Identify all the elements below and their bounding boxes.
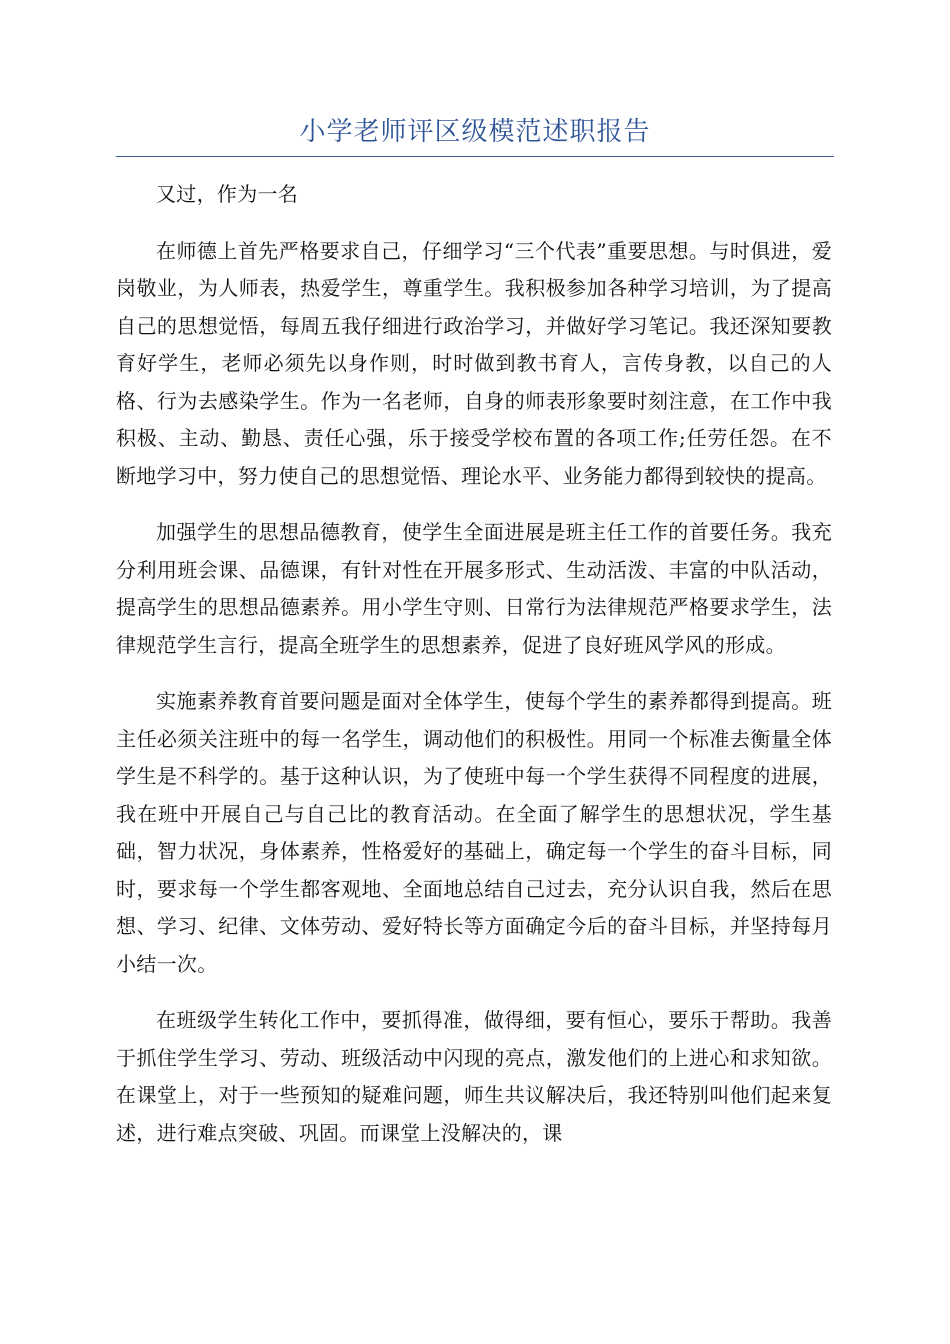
paragraph-2: 在师德上首先严格要求自己，仔细学习“三个代表”重要思想。与时俱进，爱岗敬业，为人师表，热爱学生，尊重学生。我积极参加各种学习培训，为了提高自己的思想觉悟，每周五我仔细进行政治学习，并做好学习笔记。我还深知要教育好学生，老师必须先以身作则，时时做到教书育人，言传身教，以自己的人格、行为去感染学生。作为一名老师，自身的师表形象要时刻注意，在工作中我积极、主动、勤恳、责任心强，乐于接受学校布置的各项工作;任劳任怨。在不断地学习中，努力使自己的思想觉悟、理论水平、业务能力都得到较快的提高。 — [116, 238, 832, 488]
document-title: 小学老师评区级模范述职报告 — [299, 117, 651, 147]
paragraph-4: 实施素养教育首要问题是面对全体学生，使每个学生的素养都得到提高。班主任必须关注班中的每一名学生，调动他们的积极性。用同一个标准去衡量全体学生是不科学的。基于这种认识，为了使班中每一个学生获得不同程度的进展，我在班中开展自己与自己比的教育活动。在全面了解学生的思想状况，学生基础，智力状况，身体素养，性格爱好的基础上，确定每一个学生的奋斗目标，同时，要求每一个学生都客观地、全面地总结自己过去，充分认识自我，然后在思想、学习、纪律、文体劳动、爱好特长等方面确定今后的奋斗目标，并坚持每月小结一次。 — [116, 689, 832, 976]
paragraph-5: 在班级学生转化工作中，要抓得准，做得细，要有恒心，要乐于帮助。我善于抓住学生学习、劳动、班级活动中闪现的亮点，激发他们的上进心和求知欲。在课堂上，对于一些预知的疑难问题，师生共议解决后，我还特别叫他们起来复述，进行难点突破、巩固。而课堂上没解决的，课 — [116, 1008, 832, 1145]
paragraph-3: 加强学生的思想品德教育，使学生全面进展是班主任工作的首要任务。我充分利用班会课、品德课，有针对性在开展多形式、生动活泼、丰富的中队活动，提高学生的思想品德素养。用小学生守则、日常行为法律规范严格要求学生，法律规范学生言行，提高全班学生的思想素养，促进了良好班风学风的形成。 — [116, 520, 832, 657]
title-underline — [116, 112, 834, 157]
paragraph-1: 又过，作为一名 — [156, 182, 299, 206]
document-body — [116, 176, 832, 1171]
